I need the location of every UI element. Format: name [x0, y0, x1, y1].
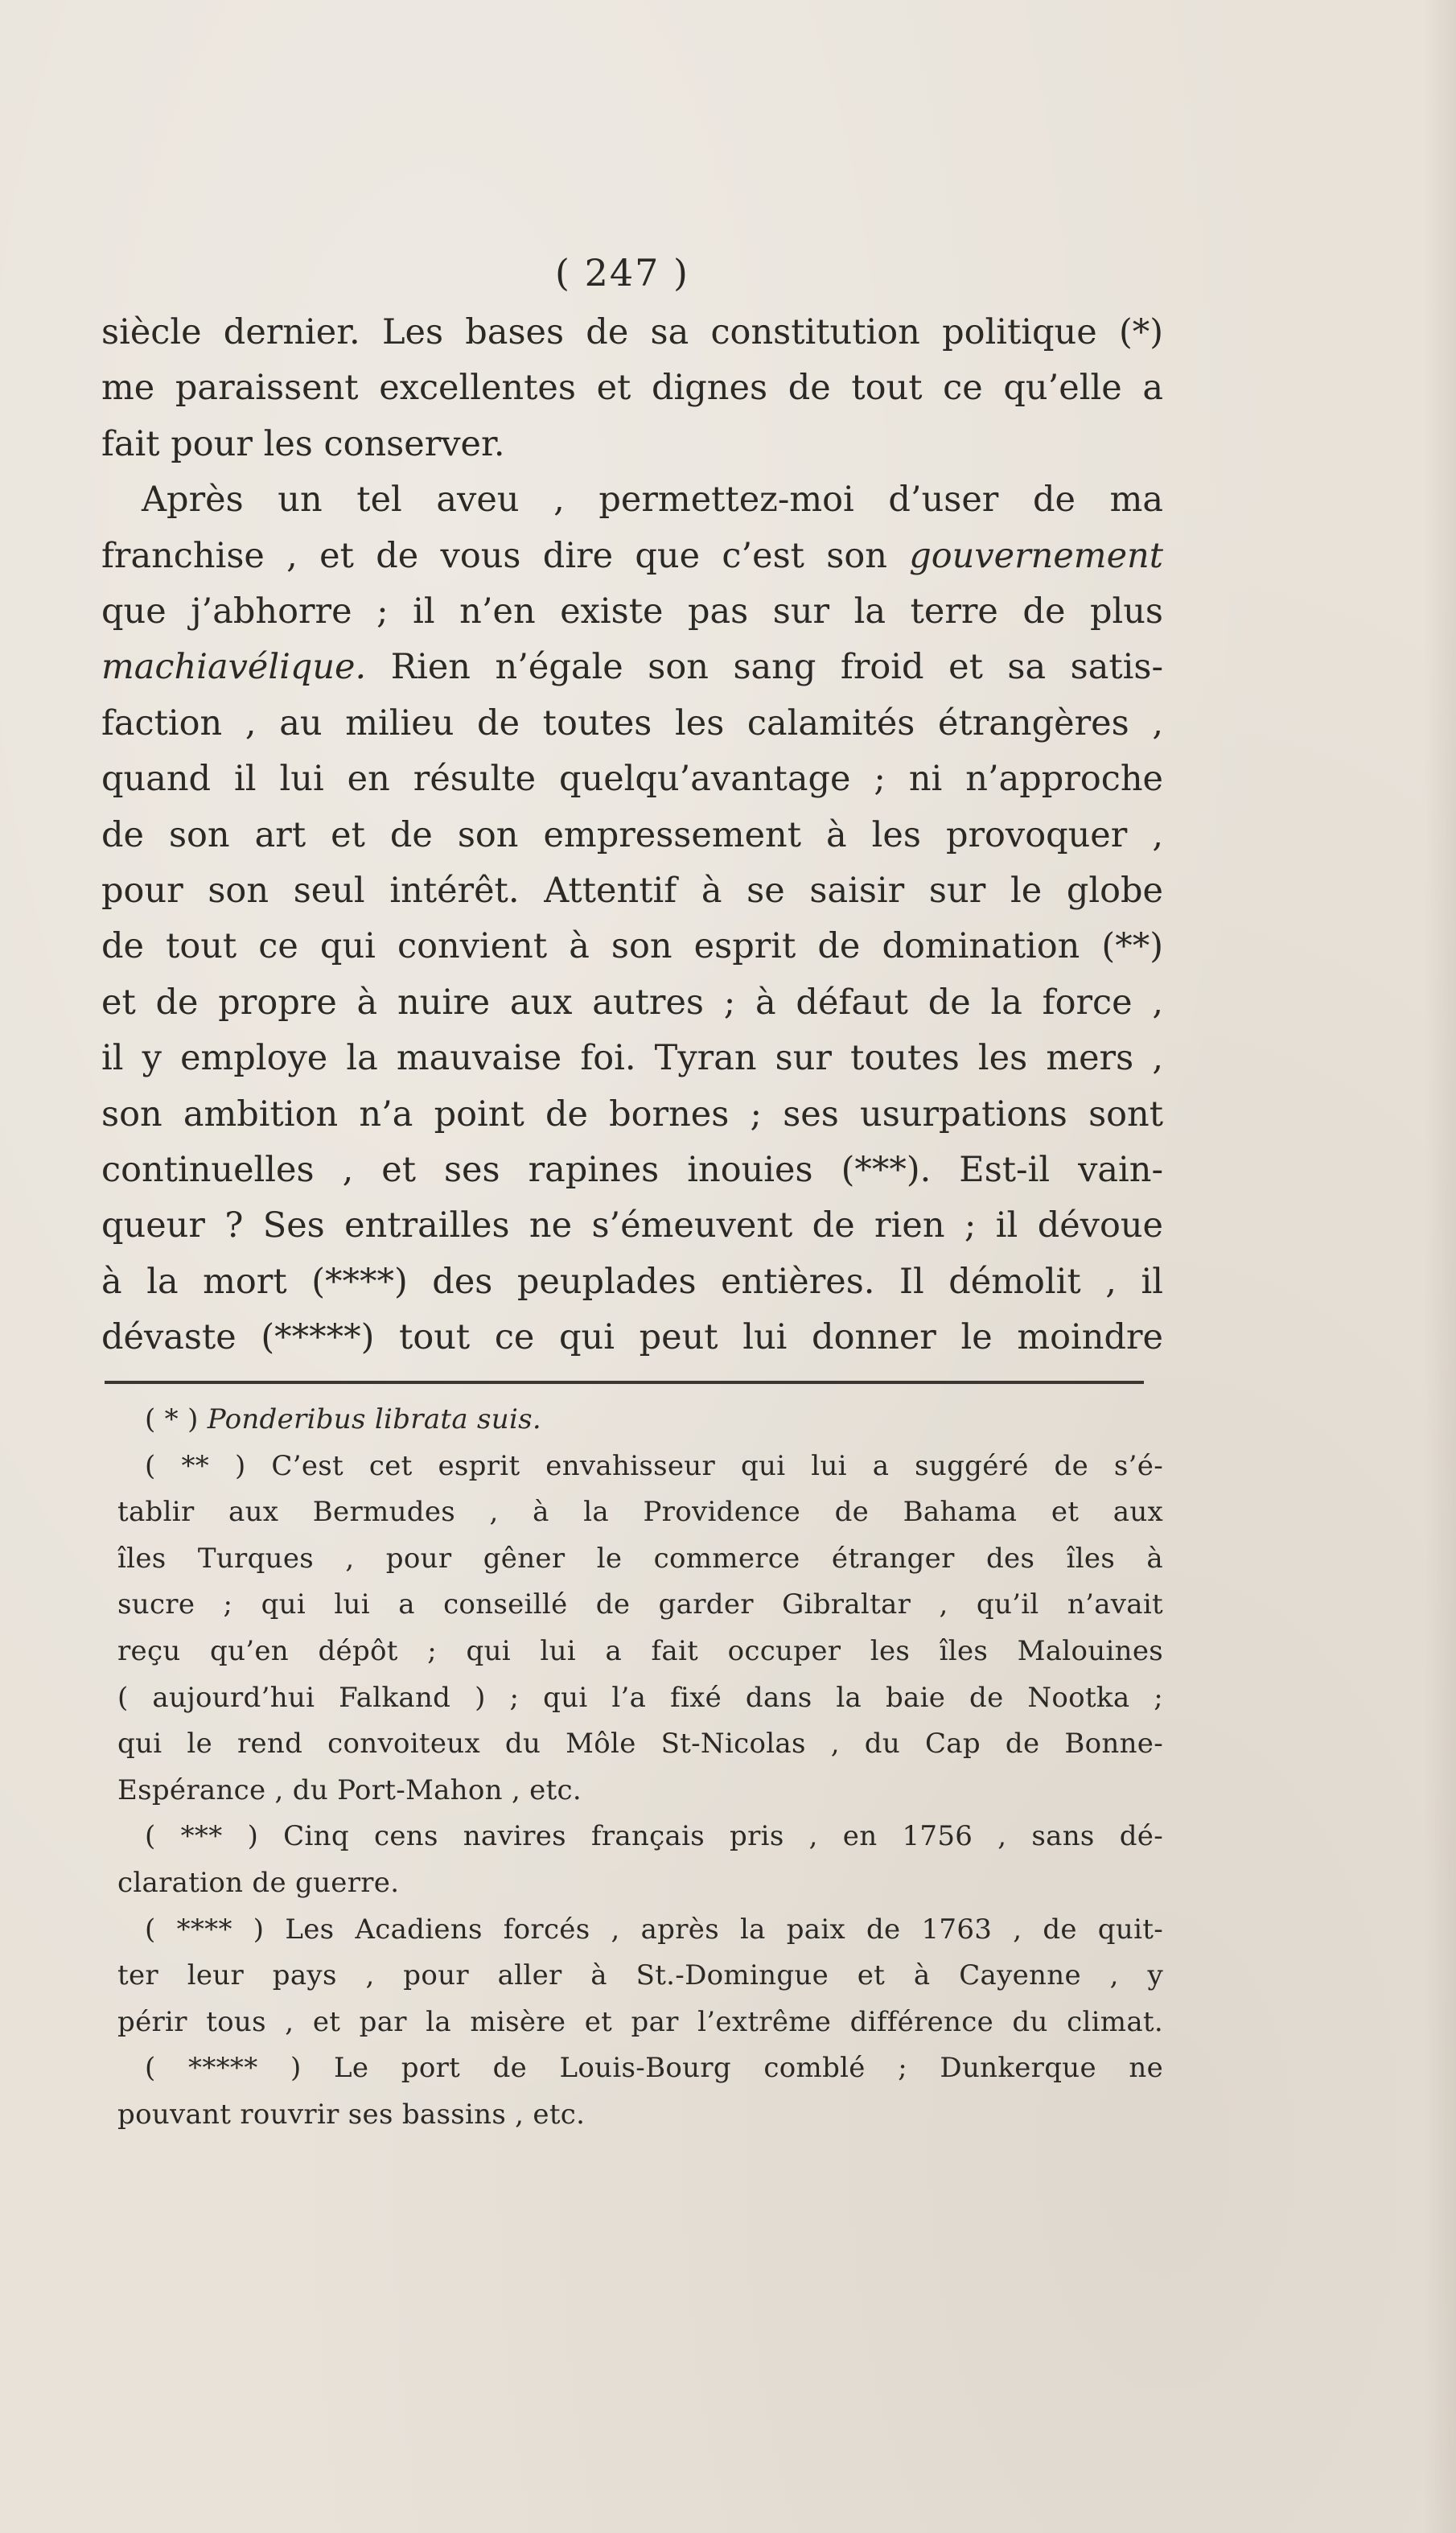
text-run: reçu qu’en dépôt ; qui lui a fait occuper les îles Malouines [117, 1635, 1163, 1667]
text-run: ( * ) [145, 1403, 208, 1435]
text-run: pouvant rouvrir ses bassins , etc. [117, 2098, 586, 2131]
fn-line [117, 1635, 1163, 1667]
text-run: claration de guerre. [117, 1867, 400, 1899]
text-run: pour son seul intérêt. Attentif à se saisir sur le globe [101, 871, 1163, 911]
fn-line [117, 1682, 1163, 1714]
text-run: siècle dernier. Les bases de sa constitution politique (*) [101, 312, 1163, 352]
fn-line [117, 1542, 1163, 1575]
text-run: dévaste (*****) tout ce qui peut lui donner le moindre [101, 1317, 1163, 1358]
text-run: qui le rend convoiteux du Môle St-Nicolas , du Cap de Bonne- [117, 1728, 1163, 1761]
text-run: franchise , et de vous dire que c’est son [101, 535, 910, 576]
text-run: ( ***** ) Le port de Louis-Bourg comblé ; Dunkerque ne [145, 2052, 1163, 2085]
italic-text: machiavélique. [101, 647, 367, 688]
body-line [101, 1317, 1163, 1357]
body-line [101, 591, 1163, 632]
body-line [101, 982, 1163, 1023]
text-run: me paraissent excellentes et dignes de tout ce qu’elle a [101, 368, 1163, 409]
body-line [101, 1038, 1163, 1078]
body-line [101, 1094, 1163, 1135]
text-run: fait pour les conserver. [101, 423, 505, 464]
body-line [101, 926, 1163, 966]
text-run: que j’abhorre ; il n’en existe pas sur la terre de plus [101, 591, 1163, 632]
text-run: Après un tel aveu , permettez-moi d’user de ma [142, 480, 1163, 521]
page-number: ( 247 ) [555, 251, 689, 294]
fn-line [117, 1774, 1163, 1806]
body-line [101, 647, 1163, 687]
fn-line [117, 2098, 1163, 2131]
body-line [101, 1262, 1163, 1302]
fn-line [117, 2006, 1163, 2038]
page-edge-shadow [1424, 0, 1456, 2533]
text-run: ter leur pays , pour aller à St.-Domingue et à Cayenne , y [117, 1959, 1163, 1992]
text-run: tablir aux Bermudes , à la Providence de Bahama et aux [117, 1496, 1163, 1529]
body-line [101, 703, 1163, 743]
text-run: à la mort (****) des peuplades entières. Il démolit , il [101, 1261, 1163, 1302]
text-run: il y employe la mauvaise foi. Tyran sur toutes les mers , [101, 1038, 1163, 1079]
text-run: de son art et de son empressement à les provoquer , [101, 814, 1163, 855]
body-line [101, 1205, 1163, 1246]
body-line [101, 871, 1163, 911]
text-run: ( aujourd’hui Falkand ) ; qui l’a fixé dans la baie de Nootka ; [117, 1681, 1163, 1714]
text-run: Rien n’égale son sang froid et sa satis- [366, 647, 1163, 688]
fn-line [117, 1867, 1163, 1899]
fn-line [117, 1496, 1163, 1528]
text-run: faction , au milieu de toutes les calamités étrangères , [101, 702, 1163, 743]
text-run: de tout ce qui convient à son esprit de domination (**) [101, 926, 1163, 967]
fn-line [145, 2052, 1163, 2084]
text-run: îles Turques , pour gêner le commerce étranger des îles à [117, 1542, 1163, 1575]
fn-line [117, 1959, 1163, 1991]
fn-line [145, 1450, 1163, 1482]
body-line [101, 1150, 1163, 1190]
text-run: Espérance , du Port-Mahon , etc. [117, 1773, 582, 1806]
text-run: ( ** ) C’est cet esprit envahisseur qui lui a suggéré de s’é- [145, 1449, 1163, 1482]
fn-line [145, 1403, 1163, 1435]
fn-line [117, 1728, 1163, 1760]
body-line [142, 480, 1163, 520]
body-line [101, 424, 1163, 464]
body-line [101, 536, 1163, 576]
body-line [101, 815, 1163, 855]
footnote-separator [105, 1381, 1144, 1384]
text-run: quand il lui en résulte quelqu’avantage ; ni n’approche [101, 759, 1163, 800]
text-run: ( **** ) Les Acadiens forcés , après la paix de 1763 , de quit- [145, 1913, 1163, 1946]
fn-line [145, 1820, 1163, 1852]
fn-line [117, 1588, 1163, 1621]
body-line [101, 368, 1163, 408]
text-run: queur ? Ses entrailles ne s’émeuvent de rien ; il dévoue [101, 1205, 1163, 1246]
text-run: et de propre à nuire aux autres ; à défaut de la force , [101, 982, 1163, 1023]
text-run: ( *** ) Cinq cens navires français pris , en 1756 , sans dé- [145, 1820, 1163, 1853]
fn-line [145, 1913, 1163, 1946]
italic-text: gouvernement [909, 535, 1163, 576]
italic-text: Ponderibus librata suis. [207, 1403, 542, 1435]
body-line [101, 759, 1163, 799]
text-run: continuelles , et ses rapines inouies (***). Est-il vain- [101, 1150, 1163, 1190]
text-run: son ambition n’a point de bornes ; ses usurpations sont [101, 1094, 1163, 1135]
body-line [101, 312, 1163, 352]
text-run: sucre ; qui lui a conseillé de garder Gibraltar , qu’il n’avait [117, 1588, 1163, 1621]
text-run: périr tous , et par la misère et par l’extrême différence du climat. [117, 2005, 1163, 2038]
